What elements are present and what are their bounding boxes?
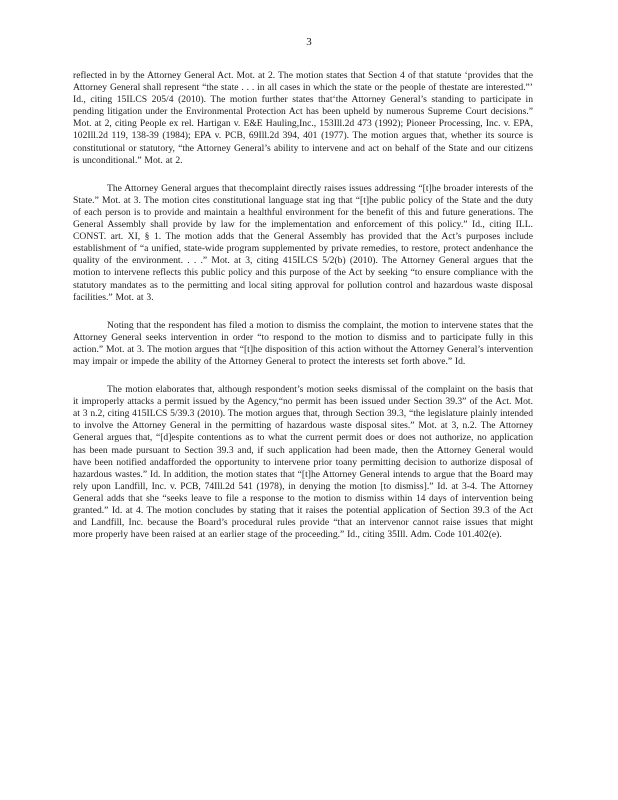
page-number: 3 bbox=[306, 36, 312, 48]
document-body bbox=[73, 70, 533, 541]
paragraph-motion-elaborates: The motion elaborates that, although respondent’s motion seeks dismissal of the complaint on the basis that it improperly attacks a permit issued by the Agency,“no permit has been issued under Section 39.3” of the Act. Mot. at 3 n.2, citing 415ILCS 5/39.3 (2010). The motion argues that, through Section 39.3, “the legislature plainly intended to involve the Attorney General in the permitting of hazardous waste disposal sites.” Mot. at 3, n.2. The Attorney General argues that, “[d]espite contentions as to what the current permit does or does not authorize, no application has been made pursuant to Section 39.3 and, if such application had been made, then the Attorney General would have been notified andafforded the opportunity to intervene prior toany permitting decision to authorize disposal of hazardous wastes.” Id. In addition, the motion states that “[t]he Attorney General intends to argue that the Board may rely upon Landfill, Inc. v. PCB, 74Ill.2d 541 (1978), in denying the motion [to dismiss].” Id. at 3-4. The Attorney General adds that she “seeks leave to file a response to the motion to dismiss within 14 days of intervention being granted.” Id. at 4. The motion concludes by stating that it raises the potential application of Section 39.3 of the Act and Landfill, Inc. because the Board’s procedural rules provide “that an intervenor cannot raise issues that might more properly have been raised at an earlier stage of the proceeding.” Id., citing 35Ill. Adm. Code 101.402(e). bbox=[73, 384, 533, 541]
paragraph-attorney-general-act: reflected in by the Attorney General Act. Mot. at 2. The motion states that Section 4 of that statute ‘provides that the Attorney General shall represent “the state . . . in all cases in which the state or the people of thestate are interested.”’ Id., citing 15ILCS 205/4 (2010). The motion further states that‘the Attorney General’s standing to participate in pending litigation under the Environmental Protection Act has been upheld by numerous Supreme Court decisions.” Mot. at 2, citing People ex rel. Hartigan v. E&E Hauling,Inc., 153Ill.2d 473 (1992); Pioneer Processing, Inc. v. EPA, 102Ill.2d 119, 138-39 (1984); EPA v. PCB, 69Ill.2d 394, 401 (1977). The motion argues that, whether its source is constitutional or statutory, “the Attorney General’s ability to intervene and act on behalf of the State and our citizens is unconditional.” Mot. at 2. bbox=[73, 70, 533, 166]
paragraph-motion-to-dismiss: Noting that the respondent has filed a motion to dismiss the complaint, the motion to intervene states that the Attorney General seeks intervention in order “to respond to the motion to dismiss and to participate fully in this action.” Mot. at 3. The motion argues that “[t]he disposition of this action without the Attorney General’s intervention may impair or impede the ability of the Attorney General to protect the interests set forth above.” Id. bbox=[73, 319, 533, 367]
paragraph-broader-interests: The Attorney General argues that thecomplaint directly raises issues addressing “[t]he broader interests of the State.” Mot. at 3. The motion cites constitutional language stat ing that “[t]he public policy of the State and the duty of each person is to provide and maintain a healthful environment for the benefit of this and future generations. The General Assembly shall provide by law for the implementation and enforcement of this policy.” Id., citing ILL. CONST. art. XI, § 1. The motion adds that the General Assembly has provided that the Act’s purposes include establishment of “a unified, state-wide program supplemented by private remedies, to restore, protect andenhance the quality of the environment. . . .” Mot. at 3, citing 415ILCS 5/2(b) (2010). The Attorney General argues that the motion to intervene reflects this public policy and this purpose of the Act by seeking “to ensure compliance with the statutory mandates as to the permitting and local siting approval for pollution control and hazardous waste disposal facilities.” Mot. at 3. bbox=[73, 182, 533, 303]
